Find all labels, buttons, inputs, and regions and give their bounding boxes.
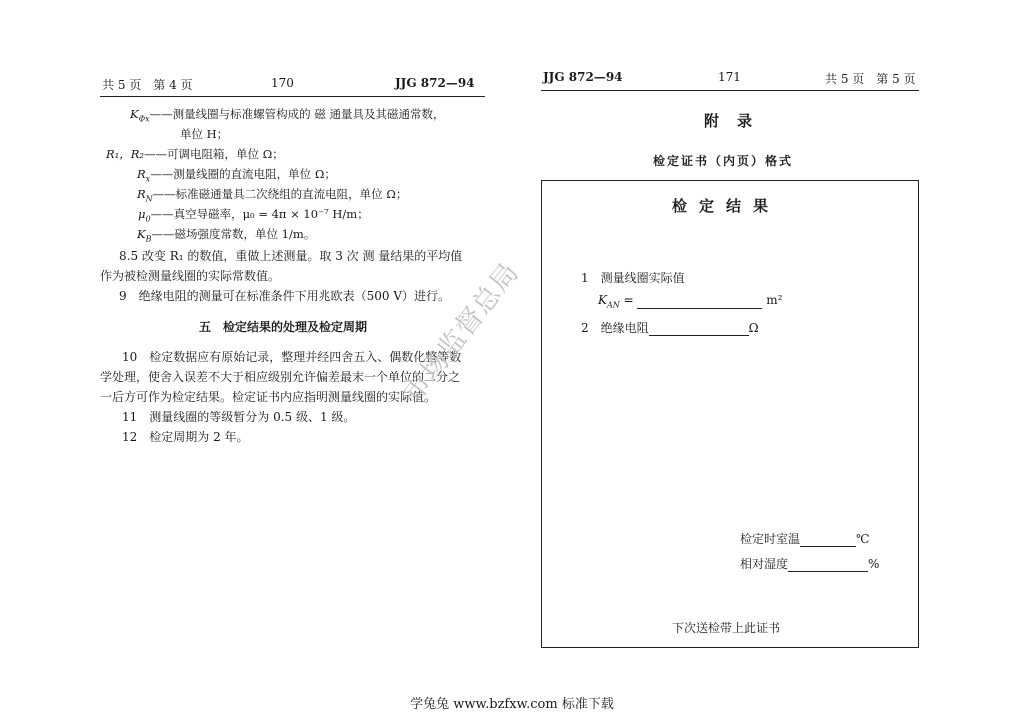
site-footer: 学兔兔 www.bzfxw.com 标准下载 [410,697,614,712]
symbol-item: $R_x——$测量线圈的直流电阻，单位 Ω； [137,167,336,184]
temperature-field: 检定时室温 ℃ [740,532,870,546]
section-title: 五 检定结果的处理及检定周期 [199,320,368,334]
symbol-item: $K_B——$磁场强度常数，单位 1/m。 [137,227,316,244]
right-page-number: 171 [718,70,741,84]
symbol-item: R₁，R₂——可调电阻箱，单位 Ω； [106,147,284,161]
appendix-title: 附录 [704,112,771,130]
symbol-item: $K_{\Phi x}——$测量线圈与标准螺管构成的 磁 通量具及其磁通常数， [130,107,445,124]
paragraph-8-5-line-1: 8.5 改变 R₁ 的数值，重做上述测量。取 3 次 测 量结果的平均值 [119,249,463,263]
paragraph-9: 9 绝缘电阻的测量可在标准条件下用兆欧表（500 V）进行。 [119,289,451,303]
symbol-item: $R_N——$标准磁通量具二次绕组的直流电阻，单位 Ω； [137,187,408,204]
right-page-count: 共 5 页 第 5 页 [825,72,916,86]
paragraph-10-line-1: 10 检定数据应有原始记录，整理并经四舍五入、偶数化整等数 [122,350,462,364]
left-standard-code: JJG 872—94 [395,76,475,90]
item-1-field: $K_{AN} = m^2$ [598,293,783,310]
paragraph-10-line-2: 学处理，使舍入误差不大于相应级别允许偏差最末一个单位的二分之 [100,370,461,384]
item-1-label: 1 测量线圈实际值 [581,271,685,285]
certificate-footer-note: 下次送检带上此证书 [672,621,781,635]
left-page-number: 170 [271,76,294,90]
temperature-blank [800,533,856,547]
right-standard-code: JJG 872—94 [543,70,623,84]
paragraph-12: 12 检定周期为 2 年。 [122,430,249,444]
symbol-item: 单位 H； [180,127,229,141]
watermark: 市场监督总局 [397,256,526,409]
paragraph-11: 11 测量线圈的等级暂分为 0.5 级、1 级。 [122,410,356,424]
item-2-field: 2 绝缘电阻 Ω [581,321,759,335]
humidity-blank [788,558,868,572]
result-title: 检定结果 [672,197,781,215]
humidity-field: 相对湿度 % [740,557,880,571]
item-1-blank [637,295,762,309]
certificate-box [541,180,919,648]
left-page-count: 共 5 页 第 4 页 [102,78,193,92]
item-2-blank [649,322,749,336]
right-header-rule [541,90,919,91]
symbol-item: $\mu_0——$真空导磁率，μ₀ = 4π × 10⁻⁷ H/m； [138,207,369,224]
paragraph-8-5-line-2: 作为被检测量线圈的实际常数值。 [100,269,281,283]
certificate-subtitle: 检定证书（内页）格式 [653,154,794,168]
left-header-rule [100,96,485,97]
paragraph-10-line-3: 一后方可作为检定结果。检定证书内应指明测量线圈的实际值。 [100,390,437,404]
